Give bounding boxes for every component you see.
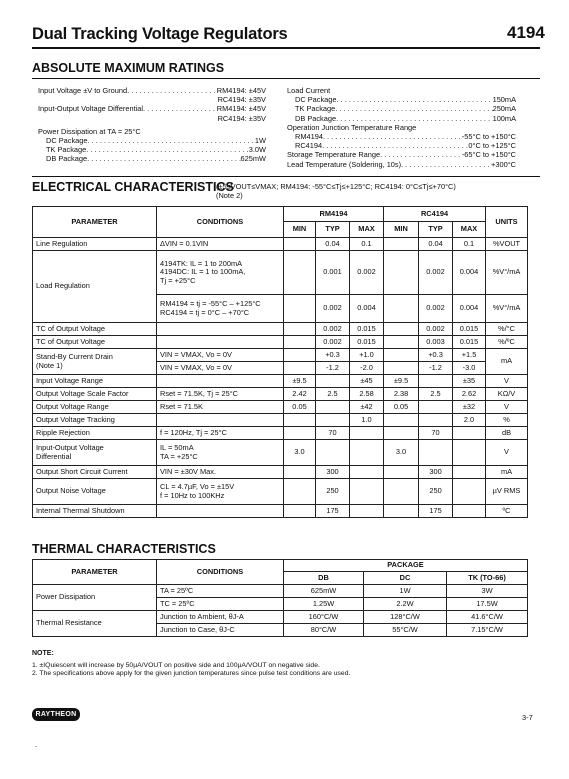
value-cell: [419, 401, 453, 414]
table-row: [33, 238, 528, 251]
conditions-cell: [157, 505, 284, 518]
table-row: [33, 336, 528, 349]
value-cell: [284, 336, 316, 349]
page-number: 3-7: [522, 713, 533, 722]
table-row: [33, 388, 528, 401]
value-cell: 0.001: [316, 251, 350, 295]
value-cell: 2.58: [350, 388, 384, 401]
rating-value: 150mA: [492, 95, 516, 105]
units-cell: mA: [486, 349, 528, 375]
value-cell: 1W: [364, 585, 447, 598]
value-cell: 80°C/W: [284, 624, 364, 637]
rating-line: [287, 104, 516, 113]
value-cell: [284, 362, 316, 375]
value-cell: 0.004: [350, 295, 384, 323]
rating-heading: Operation Junction Temperature Range: [287, 122, 417, 132]
value-cell: [453, 466, 486, 479]
table-row: [33, 466, 528, 479]
leader-dots: [143, 104, 217, 113]
value-cell: [284, 251, 316, 295]
rating-label: TK Package: [46, 145, 87, 155]
param-cell: Output Noise Voltage: [33, 479, 157, 505]
value-cell: 0.05: [384, 401, 419, 414]
notes: [32, 650, 350, 679]
units-cell: %V°/mA: [486, 295, 528, 323]
conditions-cell: [157, 323, 284, 336]
value-cell: [284, 238, 316, 251]
thermal-title: THERMAL CHARACTERISTICS: [32, 542, 216, 556]
value-cell: 0.002: [419, 251, 453, 295]
units-cell: dB: [486, 427, 528, 440]
value-cell: 2.2W: [364, 598, 447, 611]
value-cell: [316, 375, 350, 388]
value-cell: +1.5: [453, 349, 486, 362]
value-cell: [384, 295, 419, 323]
elec-conditions: [216, 182, 456, 200]
abs-max-title: ABSOLUTE MAXIMUM RATINGS: [32, 61, 225, 75]
leader-dots: [380, 150, 462, 159]
units-cell: ºC: [486, 505, 528, 518]
rating-value: 0°C to +125°C: [468, 141, 516, 151]
units-cell: µV RMS: [486, 479, 528, 505]
value-cell: [453, 427, 486, 440]
units-cell: V: [486, 375, 528, 388]
conditions-cell: VIN = VMAX, Vo = 0V: [157, 349, 284, 362]
value-cell: 0.015: [350, 323, 384, 336]
value-cell: [384, 238, 419, 251]
abs-rule: [32, 78, 540, 79]
rating-value: RM4194: ±45V: [216, 86, 266, 95]
value-cell: [284, 349, 316, 362]
value-cell: [384, 479, 419, 505]
leader-dots: [86, 145, 248, 154]
value-cell: [384, 414, 419, 427]
conditions-cell: [157, 336, 284, 349]
value-cell: 625mW: [284, 585, 364, 598]
rating-value: 3.0W: [248, 145, 266, 155]
col-parameter: PARAMETER: [33, 207, 157, 238]
value-cell: 2.5: [316, 388, 350, 401]
conditions-cell: RM4194 = tj = -55°C – +125°C RC4194 = tj = 0°C – +70°C: [157, 295, 284, 323]
table-row: [33, 611, 528, 624]
param-cell: Power Dissipation: [33, 585, 157, 611]
page-mark: .: [35, 740, 38, 749]
col-group-rm4194: RM4194: [284, 207, 384, 222]
rating-label: Input-Output Voltage Differential: [38, 104, 144, 114]
value-cell: [384, 466, 419, 479]
units-cell: KΩ/V: [486, 388, 528, 401]
value-cell: [453, 505, 486, 518]
thermal-table: [32, 559, 528, 637]
part-number: 4194: [507, 23, 545, 42]
rating-value: RM4194: ±45V: [216, 104, 266, 114]
elec-cond-line: (±5≤VOUT≤VMAX; RM4194: -55°C≤Tj≤+125°C; RC4194: 0°C≤Tj≤+70°C): [216, 182, 456, 191]
value-cell: 1.0: [350, 414, 384, 427]
leader-dots: [88, 136, 255, 145]
table-row: [33, 401, 528, 414]
conditions-cell: [157, 375, 284, 388]
rating-line: [38, 86, 266, 95]
value-cell: 0.002: [419, 295, 453, 323]
notes-title: NOTE:: [32, 650, 54, 657]
elec-rule: [32, 176, 540, 177]
value-cell: [384, 505, 419, 518]
value-cell: ±9.5: [384, 375, 419, 388]
conditions-cell: f = 120Hz, Tj = 25°C: [157, 427, 284, 440]
rating-value: 250mA: [492, 104, 516, 114]
table-row: [33, 440, 528, 466]
note-2: 2. The specifications above apply for the given junction temperatures since pulse test conditions are used.: [32, 670, 351, 678]
value-cell: [350, 479, 384, 505]
leader-dots: [401, 160, 491, 169]
leader-dots: [335, 104, 492, 113]
value-cell: 0.004: [453, 295, 486, 323]
units-cell: %/ºC: [486, 336, 528, 349]
value-cell: 300: [316, 466, 350, 479]
value-cell: 2.62: [453, 388, 486, 401]
col-tk: TK (TO-66): [447, 572, 528, 585]
units-cell: %: [486, 414, 528, 427]
value-cell: [384, 251, 419, 295]
value-cell: 160°C/W: [284, 611, 364, 624]
value-cell: 17.5W: [447, 598, 528, 611]
value-cell: 0.002: [350, 251, 384, 295]
col-db: DB: [284, 572, 364, 585]
rating-label: DC Package: [295, 95, 337, 105]
value-cell: 41.6°C/W: [447, 611, 528, 624]
rating-label: RM4194: [295, 132, 323, 142]
col-max: MAX: [350, 222, 384, 238]
param-cell: Ripple Rejection: [33, 427, 157, 440]
table-row: [33, 414, 528, 427]
value-cell: [316, 414, 350, 427]
value-cell: [384, 336, 419, 349]
value-cell: 0.04: [419, 238, 453, 251]
col-group-rc4194: RC4194: [384, 207, 486, 222]
value-cell: 250: [316, 479, 350, 505]
value-cell: 175: [419, 505, 453, 518]
rating-label: DB Package: [46, 154, 88, 164]
rating-line: [287, 141, 516, 150]
rating-value: 625mW: [240, 154, 266, 164]
conditions-cell: CL = 4.7µF, Vo = ±15V f = 10Hz to 100KHz: [157, 479, 284, 505]
value-cell: [350, 427, 384, 440]
param-cell: Internal Thermal Shutdown: [33, 505, 157, 518]
table-row: [33, 375, 528, 388]
conditions-cell: IL = 50mA TA = +25°C: [157, 440, 284, 466]
units-cell: %VOUT: [486, 238, 528, 251]
value-cell: 70: [419, 427, 453, 440]
value-cell: [453, 440, 486, 466]
rating-line: [38, 154, 266, 163]
col-min: MIN: [384, 222, 419, 238]
value-cell: [316, 401, 350, 414]
col-conditions: CONDITIONS: [157, 560, 284, 585]
units-cell: mA: [486, 466, 528, 479]
rating-line: [38, 104, 266, 113]
rating-value: -55°C to +150°C: [461, 132, 516, 142]
conditions-cell: TA = 25ºC: [157, 585, 284, 598]
value-cell: 7.15°C/W: [447, 624, 528, 637]
value-cell: ±42: [350, 401, 384, 414]
value-cell: +1.0: [350, 349, 384, 362]
value-cell: [284, 323, 316, 336]
rating-heading: Load Current: [287, 86, 331, 95]
value-cell: [284, 466, 316, 479]
value-cell: 2.38: [384, 388, 419, 401]
value-cell: [419, 375, 453, 388]
rating-line: [287, 132, 516, 141]
value-cell: 0.015: [453, 336, 486, 349]
param-cell: Input-Output Voltage Differential: [33, 440, 157, 466]
conditions-cell: Junction to Case, θJ-C: [157, 624, 284, 637]
value-cell: 1.25W: [284, 598, 364, 611]
conditions-cell: ΔVIN = 0.1VIN: [157, 238, 284, 251]
value-cell: 0.015: [350, 336, 384, 349]
rating-label: TK Package: [295, 104, 336, 114]
col-package: PACKAGE: [284, 560, 528, 572]
value-cell: [384, 349, 419, 362]
value-cell: 2.5: [419, 388, 453, 401]
elec-title: ELECTRICAL CHARACTERISTICS: [32, 180, 234, 194]
param-cell: Output Voltage Range: [33, 401, 157, 414]
conditions-cell: [157, 414, 284, 427]
rating-label: RC4194: [295, 141, 323, 151]
leader-dots: [87, 154, 240, 163]
col-typ: TYP: [419, 222, 453, 238]
col-min: MIN: [284, 222, 316, 238]
units-cell: V: [486, 440, 528, 466]
units-cell: %/°C: [486, 323, 528, 336]
value-cell: -3.0: [453, 362, 486, 375]
page-title: Dual Tracking Voltage Regulators: [32, 25, 288, 43]
note-1: 1. ±IQuiescent will increase by 50µA/VOUT on positive side and 100µA/VOUT on negative side.: [32, 661, 320, 669]
rating-line: [38, 136, 266, 145]
param-cell: TC of Output Voltage: [33, 336, 157, 349]
value-cell: 0.015: [453, 323, 486, 336]
value-cell: 0.002: [316, 323, 350, 336]
param-cell: Output Short Circuit Current: [33, 466, 157, 479]
elec-note-ref: (Note 2): [216, 191, 243, 200]
conditions-cell: Rset = 71.5K: [157, 401, 284, 414]
value-cell: 55°C/W: [364, 624, 447, 637]
col-dc: DC: [364, 572, 447, 585]
value-cell: ±32: [453, 401, 486, 414]
units-cell: V: [486, 401, 528, 414]
value-cell: [384, 362, 419, 375]
value-cell: 0.002: [316, 295, 350, 323]
rating-line: [287, 160, 516, 169]
value-cell: [419, 440, 453, 466]
value-cell: 0.003: [419, 336, 453, 349]
table-row: [33, 251, 528, 295]
value-cell: [350, 505, 384, 518]
col-typ: TYP: [316, 222, 350, 238]
rating-heading: Power Dissipation at TA = 25°C: [38, 126, 141, 136]
rating-value: RC4194: ±35V: [217, 113, 266, 123]
rating-line: [287, 114, 516, 123]
leader-dots: [323, 132, 462, 141]
table-row: [33, 585, 528, 598]
leader-dots: [322, 141, 468, 150]
value-cell: 70: [316, 427, 350, 440]
value-cell: [284, 505, 316, 518]
units-cell: %V°/mA: [486, 251, 528, 295]
abs-ratings-left: [38, 86, 266, 164]
value-cell: 3.0: [284, 440, 316, 466]
value-cell: ±35: [453, 375, 486, 388]
value-cell: 0.1: [453, 238, 486, 251]
abs-ratings-right: [287, 86, 516, 169]
value-cell: ±9.5: [284, 375, 316, 388]
value-cell: +0.3: [419, 349, 453, 362]
value-cell: [284, 295, 316, 323]
header-rule: [32, 47, 540, 49]
value-cell: [350, 466, 384, 479]
param-cell: Line Regulation: [33, 238, 157, 251]
value-cell: 175: [316, 505, 350, 518]
rating-value: 100mA: [492, 113, 516, 123]
value-cell: [284, 479, 316, 505]
col-units: UNITS: [486, 207, 528, 238]
value-cell: [316, 440, 350, 466]
table-row: [33, 323, 528, 336]
value-cell: [384, 323, 419, 336]
param-cell: TC of Output Voltage: [33, 323, 157, 336]
value-cell: 3.0: [384, 440, 419, 466]
value-cell: [419, 414, 453, 427]
value-cell: [350, 440, 384, 466]
value-cell: [284, 414, 316, 427]
value-cell: 0.05: [284, 401, 316, 414]
rating-label: Storage Temperature Range: [287, 150, 381, 160]
conditions-cell: VIN = VMAX, Vo = 0V: [157, 362, 284, 375]
value-cell: +0.3: [316, 349, 350, 362]
rating-value: 1W: [254, 136, 266, 146]
conditions-cell: 4194TK: IL = 1 to 200mA 4194DC: IL = 1 to 100mA, Tj = +25°C: [157, 251, 284, 295]
value-cell: 300: [419, 466, 453, 479]
table-row: [33, 505, 528, 518]
table-row: [33, 479, 528, 505]
value-cell: [284, 427, 316, 440]
value-cell: [384, 427, 419, 440]
value-cell: 128°C/W: [364, 611, 447, 624]
rating-label: DC Package: [46, 136, 88, 146]
rating-label: Input Voltage ±V to Ground: [38, 86, 128, 95]
value-cell: -1.2: [316, 362, 350, 375]
rating-value: +300°C: [491, 159, 516, 169]
table-row: [33, 427, 528, 440]
rating-label: DB Package: [295, 113, 337, 123]
param-cell: Output Voltage Scale Factor: [33, 388, 157, 401]
conditions-cell: TC = 25ºC: [157, 598, 284, 611]
rating-line: [287, 95, 516, 104]
param-cell: Output Voltage Tracking: [33, 414, 157, 427]
value-cell: 2.0: [453, 414, 486, 427]
rating-value: RC4194: ±35V: [217, 95, 266, 105]
conditions-cell: Junction to Ambient, θJ-A: [157, 611, 284, 624]
conditions-cell: VIN = ±30V Max.: [157, 466, 284, 479]
value-cell: 3W: [447, 585, 528, 598]
value-cell: 0.002: [419, 323, 453, 336]
electrical-table: [32, 206, 528, 518]
param-cell: Input Voltage Range: [33, 375, 157, 388]
param-cell: Load Regulation: [33, 251, 157, 323]
value-cell: 0.1: [350, 238, 384, 251]
value-cell: 0.04: [316, 238, 350, 251]
value-cell: ±45: [350, 375, 384, 388]
param-cell: Stand-By Current Drain (Note 1): [33, 349, 157, 375]
param-cell: Thermal Resistance: [33, 611, 157, 637]
leader-dots: [127, 86, 217, 95]
value-cell: 2.42: [284, 388, 316, 401]
leader-dots: [336, 114, 492, 123]
value-cell: -1.2: [419, 362, 453, 375]
rating-line: [287, 150, 516, 159]
leader-dots: [337, 95, 493, 104]
value-cell: 0.002: [316, 336, 350, 349]
table-row: [33, 349, 528, 362]
value-cell: 250: [419, 479, 453, 505]
col-parameter: PARAMETER: [33, 560, 157, 585]
value-cell: [453, 479, 486, 505]
raytheon-logo: RAYTHEON: [32, 708, 80, 721]
rating-label: Lead Temperature (Soldering, 10s): [287, 159, 402, 169]
rating-line: [38, 145, 266, 154]
value-cell: 0.004: [453, 251, 486, 295]
col-max: MAX: [453, 222, 486, 238]
col-conditions: CONDITIONS: [157, 207, 284, 238]
conditions-cell: Rset = 71.5K, Tj = 25°C: [157, 388, 284, 401]
rating-value: -65°C to +150°C: [461, 150, 516, 160]
value-cell: -2.0: [350, 362, 384, 375]
